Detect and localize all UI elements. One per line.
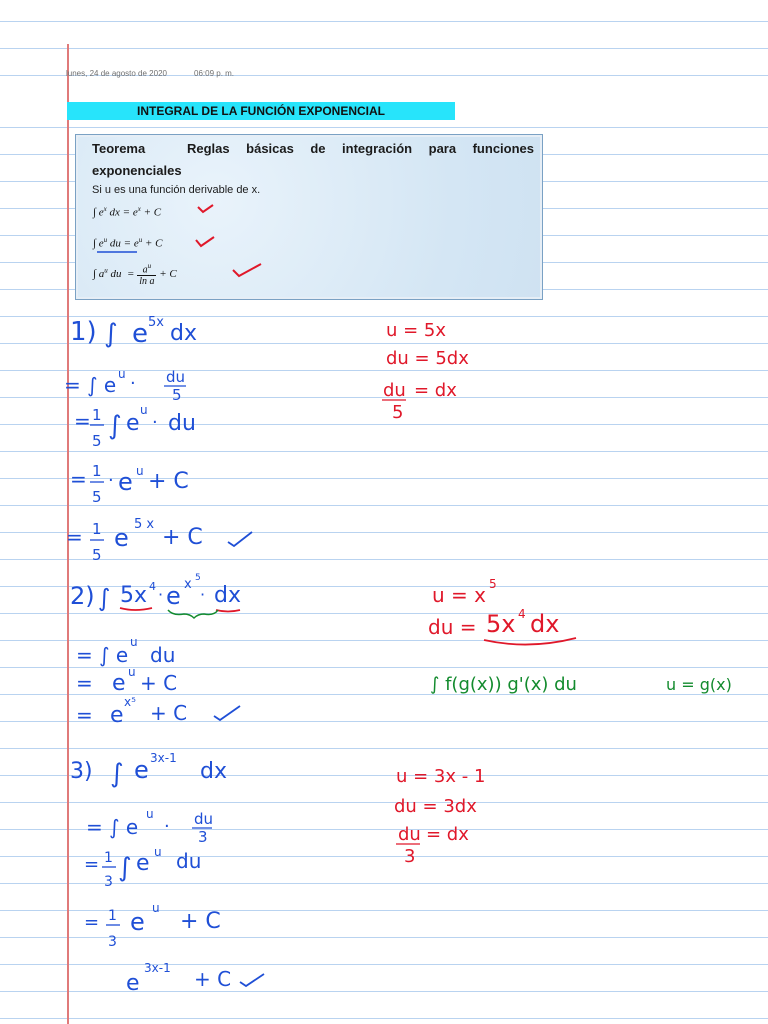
svg-text:e: e <box>112 671 126 696</box>
svg-text:= ∫ e: = ∫ e <box>76 643 129 667</box>
svg-text:du: du <box>168 411 196 436</box>
svg-text:∫: ∫ <box>108 411 122 441</box>
integral-sign-icon: ∫ <box>104 319 118 349</box>
svg-text:dx: dx <box>170 321 197 346</box>
theorem-subtitle: Si u es una función derivable de x. <box>92 184 261 196</box>
svg-text:du: du <box>150 643 176 667</box>
problem-3-number: 3) <box>70 759 93 784</box>
svg-text:5: 5 <box>489 577 497 591</box>
svg-text:5x: 5x <box>120 583 148 608</box>
svg-text:dx: dx <box>200 759 227 784</box>
svg-text:3: 3 <box>198 828 208 846</box>
svg-text:x: x <box>184 577 192 592</box>
svg-text:1: 1 <box>104 850 113 866</box>
svg-text:∫: ∫ <box>98 584 111 612</box>
svg-text:1: 1 <box>92 462 102 480</box>
svg-text:·: · <box>164 816 170 837</box>
svg-text:u: u <box>152 901 160 915</box>
svg-text:u: u <box>140 403 148 417</box>
svg-text:du = 3dx: du = 3dx <box>394 796 477 817</box>
svg-text:du: du <box>398 824 421 845</box>
svg-text:e: e <box>126 411 140 436</box>
svg-text:= dx: = dx <box>414 380 457 401</box>
check-mark-icon <box>198 205 213 212</box>
chain-rule-note: u = g(x) <box>666 675 732 694</box>
svg-text:=: = <box>66 525 83 549</box>
svg-text:5x: 5x <box>486 610 516 638</box>
svg-text:du: du <box>166 368 186 386</box>
svg-text:e: e <box>114 524 129 552</box>
svg-text:+ C: + C <box>150 701 188 725</box>
svg-text:1: 1 <box>92 520 102 538</box>
formula-exp-u: ∫ $e^u$ du = $e^u + C$ <box>93 236 163 250</box>
svg-text:= ∫ e: = ∫ e <box>86 815 139 839</box>
svg-text:=: = <box>76 703 93 727</box>
underline-mark <box>120 608 152 610</box>
svg-text:du =: du = <box>428 615 477 639</box>
svg-text:5: 5 <box>92 432 102 450</box>
svg-text:u: u <box>154 845 162 859</box>
problem-1-sub-u: u = 5x <box>386 320 447 341</box>
svg-text:4: 4 <box>518 607 526 621</box>
svg-text:dx: dx <box>214 583 241 608</box>
svg-text:+ C: + C <box>140 671 178 695</box>
svg-text:= ∫ e: = ∫ e <box>64 373 117 397</box>
svg-text:5: 5 <box>392 402 404 423</box>
svg-text:5 x: 5 x <box>134 517 155 532</box>
svg-text:∫: ∫ <box>118 853 132 883</box>
svg-text:u: u <box>136 464 144 478</box>
svg-text:=: = <box>70 467 87 491</box>
svg-text:=: = <box>74 409 91 433</box>
underline-mark <box>216 610 240 612</box>
problem-3-sub-u: u = 3x - 1 <box>396 766 486 787</box>
svg-text:·: · <box>130 373 136 394</box>
problem-1-expression: e <box>132 319 148 349</box>
svg-text:=: = <box>76 671 93 695</box>
svg-text:+ C: + C <box>148 469 189 494</box>
svg-text:e: e <box>110 703 124 728</box>
svg-text:e: e <box>136 851 150 876</box>
svg-text:1: 1 <box>108 908 117 924</box>
svg-text:5: 5 <box>92 546 102 564</box>
svg-text:e: e <box>166 582 181 610</box>
brace-mark <box>168 610 218 618</box>
svg-text:+ C: + C <box>194 967 232 991</box>
svg-text:5: 5 <box>195 573 201 583</box>
formula-exp-a: ∫ $a^u$ du = $\frac{a^u}{\text{ln a}}$ + C <box>93 262 177 288</box>
chain-rule-formula: ∫ f(g(x)) g'(x) du <box>430 674 577 695</box>
check-mark-icon <box>196 237 214 246</box>
svg-text:·: · <box>200 585 206 604</box>
svg-text:+ C: + C <box>180 909 221 934</box>
problem-2-number: 2) <box>70 582 95 610</box>
svg-text:e: e <box>126 971 140 996</box>
svg-text:=: = <box>84 854 100 875</box>
svg-text:x⁵: x⁵ <box>124 695 136 709</box>
svg-text:e: e <box>118 468 133 496</box>
svg-text:1: 1 <box>92 406 102 424</box>
theorem-label: Teorema <box>92 141 146 156</box>
svg-text:∫: ∫ <box>110 759 124 789</box>
problem-1-number: 1) <box>70 317 97 347</box>
check-mark-icon <box>233 264 261 276</box>
svg-text:5: 5 <box>92 488 102 506</box>
svg-text:3: 3 <box>108 934 117 950</box>
svg-text:du = 5dx: du = 5dx <box>386 348 469 369</box>
note-time: 06:09 p. m. <box>194 69 235 78</box>
note-date: lunes, 24 de agosto de 2020 <box>66 69 167 78</box>
svg-text:du: du <box>194 810 214 828</box>
svg-text:du: du <box>383 380 406 401</box>
svg-text:u: u <box>118 367 126 381</box>
svg-text:u: u <box>130 635 138 649</box>
svg-text:·: · <box>108 470 114 491</box>
svg-text:dx: dx <box>530 610 560 638</box>
svg-text:e: e <box>130 908 145 936</box>
svg-text:·: · <box>158 585 164 604</box>
svg-text:e: e <box>134 756 149 784</box>
svg-text:=: = <box>84 912 100 933</box>
svg-text:u: u <box>128 665 136 679</box>
svg-text:4: 4 <box>149 580 156 593</box>
svg-text:u: u <box>146 807 154 821</box>
svg-text:·: · <box>152 412 158 433</box>
svg-text:5x: 5x <box>148 315 164 330</box>
problem-2-sub-u: u = x <box>432 583 486 607</box>
svg-text:3x-1: 3x-1 <box>144 961 171 975</box>
page-title: INTEGRAL DE LA FUNCIÓN EXPONENCIAL <box>67 102 455 120</box>
svg-text:3: 3 <box>404 846 416 867</box>
theorem-title: Reglas básicas de integración para funciones exponenciales <box>92 141 534 178</box>
svg-text:= dx: = dx <box>426 824 469 845</box>
svg-text:du: du <box>176 849 202 873</box>
svg-text:3: 3 <box>104 874 113 890</box>
svg-text:3x-1: 3x-1 <box>150 751 177 765</box>
svg-text:5: 5 <box>172 386 182 404</box>
formula-exp-x: ∫ $e^x$ dx = $e^x + C$ <box>93 205 162 219</box>
svg-text:+ C: + C <box>162 525 203 550</box>
